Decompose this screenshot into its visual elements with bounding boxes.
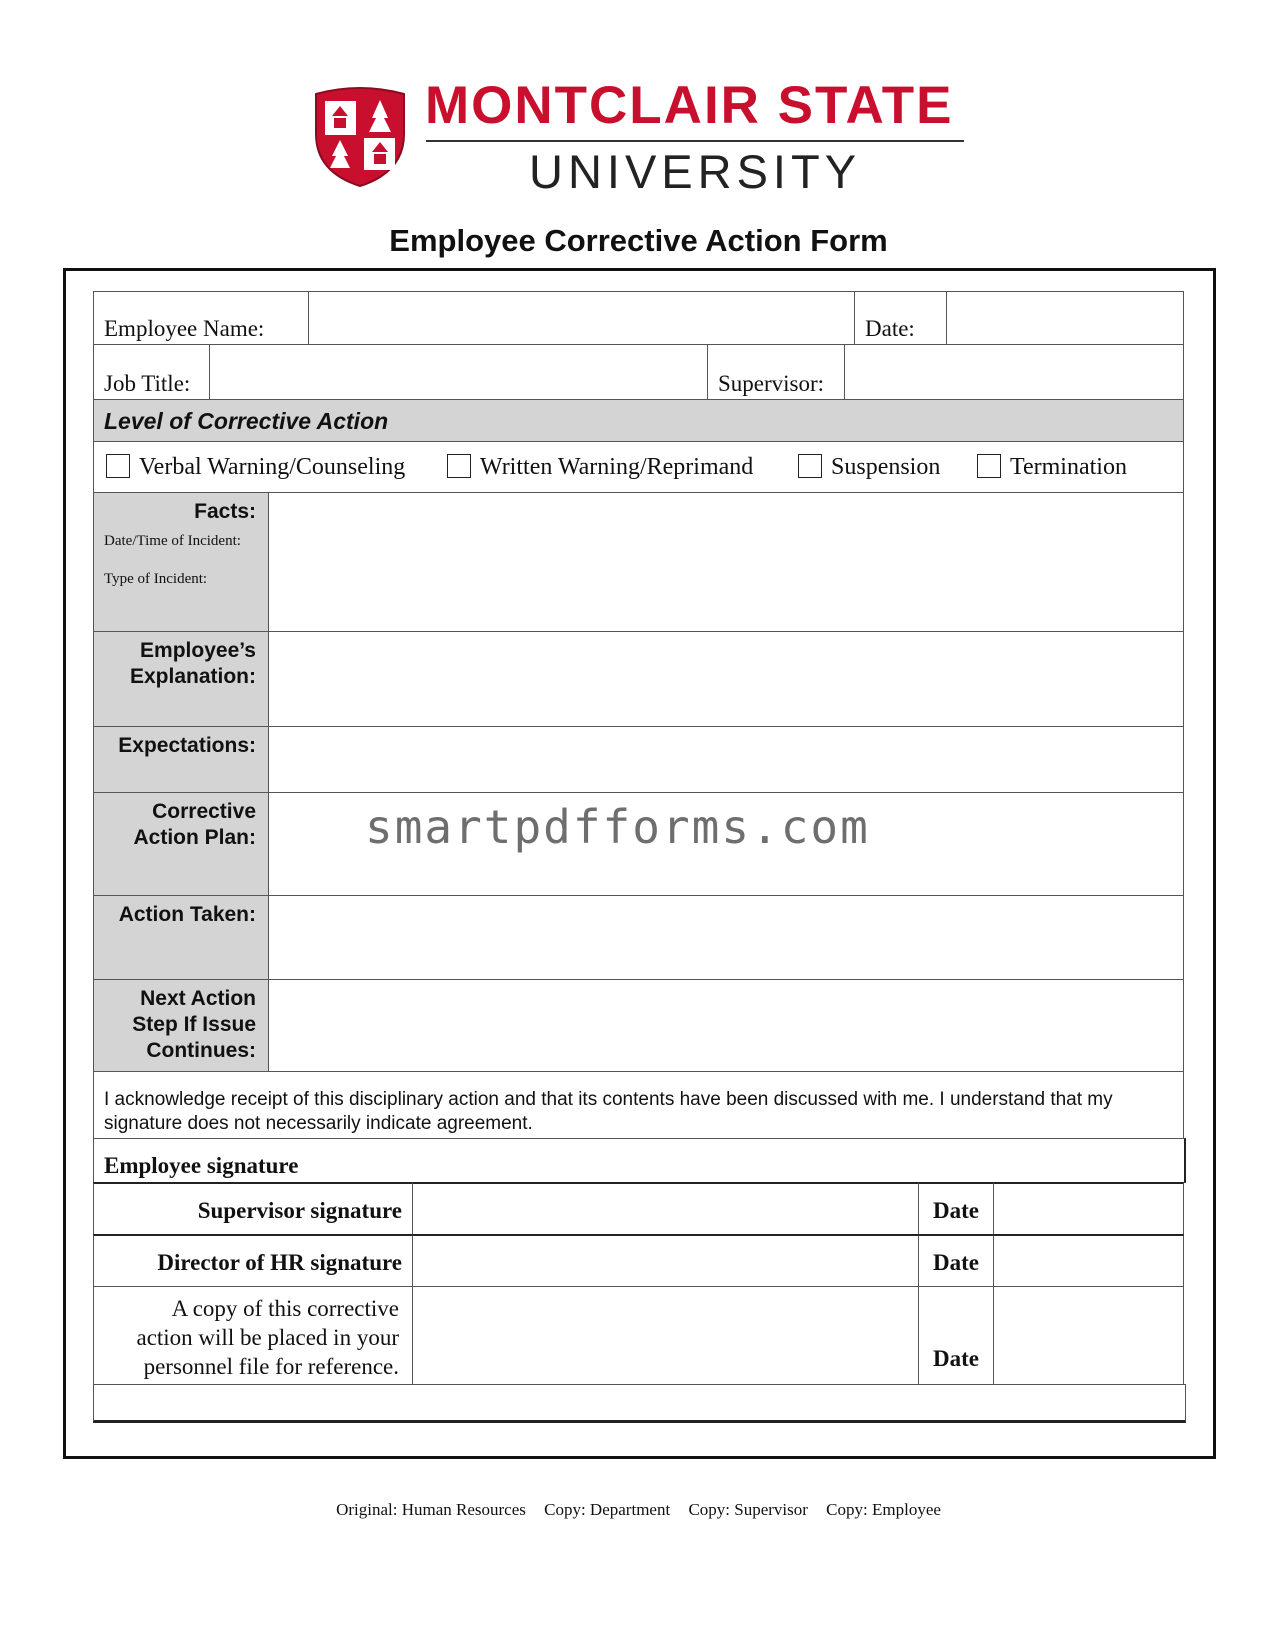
action-plan-label (133, 799, 256, 851)
hr-date-label-cell (918, 1234, 994, 1287)
employee-name-field[interactable] (308, 291, 855, 345)
third-date-label-cell (918, 1286, 994, 1385)
verbal-warning-checkbox[interactable] (106, 454, 130, 478)
next-action-label-line3: Continues: (146, 1039, 256, 1062)
explanation-label-line1: Employee’s (140, 639, 256, 662)
action-taken-field[interactable] (268, 895, 1184, 980)
footer-copy-department: Copy: Department (544, 1500, 671, 1519)
suspension-checkbox[interactable] (798, 454, 822, 478)
supervisor-label: Supervisor: (718, 371, 825, 396)
copy-note-line3: personnel file for reference. (143, 1354, 399, 1379)
hr-signature-field[interactable] (412, 1234, 919, 1287)
distribution-footer (0, 1500, 1277, 1520)
incident-type-label: Type of Incident: (104, 571, 208, 587)
supervisor-label-cell (707, 344, 845, 400)
action-plan-label-line1: Corrective (152, 800, 256, 823)
verbal-warning-label: Verbal Warning/Counseling (139, 454, 406, 480)
job-title-field[interactable] (209, 344, 708, 400)
third-date-label: Date (933, 1346, 979, 1371)
supervisor-date-field[interactable] (993, 1182, 1184, 1235)
explanation-label-line2: Explanation: (129, 665, 256, 688)
supervisor-signature-field[interactable] (412, 1182, 919, 1235)
explanation-label-cell (93, 631, 269, 727)
footer-copy-employee: Copy: Employee (826, 1500, 941, 1519)
next-action-field[interactable] (268, 979, 1184, 1072)
copy-note-line1: A copy of this corrective (171, 1296, 399, 1321)
written-warning-checkbox[interactable] (447, 454, 471, 478)
suspension-label: Suspension (831, 454, 941, 480)
facts-label: Facts: (194, 500, 256, 523)
hr-date-label: Date (933, 1250, 979, 1275)
date-field[interactable] (946, 291, 1184, 345)
action-plan-label-cell (93, 792, 269, 896)
supervisor-date-label: Date (933, 1198, 979, 1223)
bottom-blank-row (93, 1384, 1186, 1423)
explanation-label (130, 638, 256, 690)
termination-label: Termination (1010, 454, 1127, 480)
facts-label-cell (93, 492, 269, 632)
expectations-field[interactable] (268, 726, 1184, 793)
next-action-label-line2: Step If Issue (132, 1013, 256, 1036)
third-date-field[interactable] (993, 1286, 1184, 1385)
action-taken-label-cell (93, 895, 269, 980)
explanation-field[interactable] (268, 631, 1184, 727)
copy-note-text (114, 1294, 399, 1381)
action-taken-label: Action Taken: (118, 903, 256, 926)
level-heading-bar (93, 399, 1184, 442)
hr-signature-label: Director of HR signature (157, 1250, 402, 1275)
job-title-label-cell (93, 344, 210, 400)
facts-field[interactable] (268, 492, 1184, 632)
expectations-label-cell (93, 726, 269, 793)
supervisor-field[interactable] (844, 344, 1184, 400)
logo-wordmark-line1: MONTCLAIR STATE (425, 76, 954, 135)
supervisor-date-label-cell (918, 1182, 994, 1235)
hr-date-field[interactable] (993, 1234, 1184, 1287)
termination-checkbox[interactable] (977, 454, 1001, 478)
next-action-label (132, 986, 256, 1064)
incident-datetime-label: Date/Time of Incident: (104, 533, 241, 549)
employee-signature-label: Employee signature (104, 1153, 299, 1178)
footer-copy-supervisor: Copy: Supervisor (688, 1500, 808, 1519)
written-warning-label: Written Warning/Reprimand (480, 454, 754, 480)
supervisor-signature-label: Supervisor signature (197, 1198, 402, 1223)
date-label: Date: (865, 316, 915, 341)
supervisor-signature-label-cell (93, 1182, 413, 1235)
university-shield-logo (312, 86, 408, 188)
level-heading: Level of Corrective Action (104, 408, 389, 434)
employee-signature-field[interactable] (93, 1138, 1186, 1183)
footer-original: Original: Human Resources (336, 1500, 526, 1519)
third-signature-field[interactable] (412, 1286, 919, 1385)
next-action-label-cell (93, 979, 269, 1072)
employee-name-label: Employee Name: (104, 316, 265, 341)
logo-divider (426, 140, 964, 142)
watermark: smartpdfforms.com (365, 800, 870, 854)
hr-signature-label-cell (93, 1234, 413, 1287)
date-label-cell (854, 291, 947, 345)
next-action-label-line1: Next Action (140, 987, 256, 1010)
employee-name-label-cell (93, 291, 309, 345)
job-title-label: Job Title: (104, 371, 191, 396)
copy-note-line2: action will be placed in your (136, 1325, 399, 1350)
logo-wordmark-line2: UNIVERSITY (529, 145, 862, 198)
acknowledgement-text: I acknowledge receipt of this disciplinary action and that its contents have been discussed with me. I understand that my signature does not necessarily indicate agreement. (104, 1089, 1113, 1134)
form-title: Employee Corrective Action Form (389, 223, 888, 258)
expectations-label: Expectations: (118, 734, 256, 757)
action-plan-label-line2: Action Plan: (133, 826, 256, 849)
